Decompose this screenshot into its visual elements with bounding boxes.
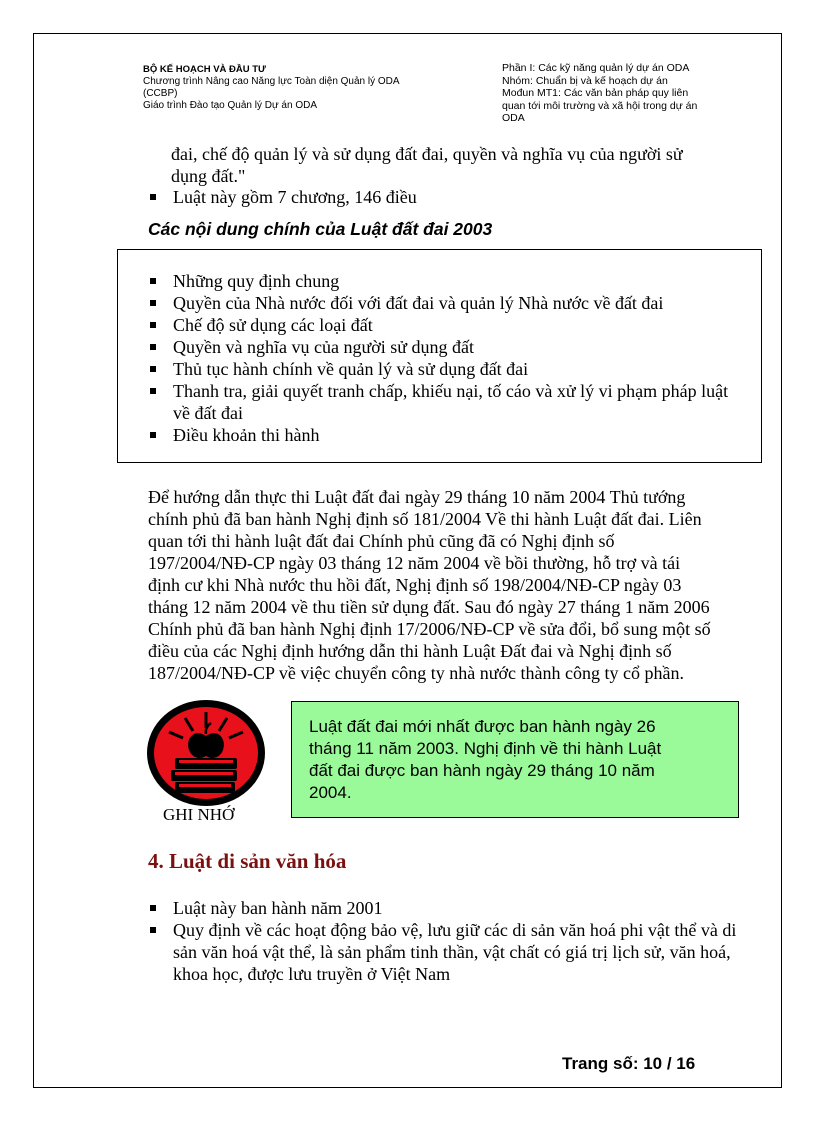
header-right (502, 62, 747, 125)
para-line: chính phủ đã ban hành Nghị định số 181/2004 Về thi hành Luật đất đai. Liên (148, 509, 702, 529)
header-group: Nhóm: Chuẩn bị và kế hoạch dự án (502, 74, 668, 87)
para-line: định cư khi Nhà nước thu hồi đất, Nghị định số 198/2004/NĐ-CP ngày 03 (148, 575, 682, 595)
list-item: Luật này ban hành năm 2001 (148, 897, 758, 919)
list-item: Chế độ sử dụng các loại đất (148, 314, 738, 336)
header-module-line1: Mođun MT1: Các văn bản pháp quy liên (502, 87, 689, 99)
para-line: 197/2004/NĐ-CP ngày 03 tháng 12 năm 2004 về bồi thường, hỗ trợ và tái (148, 553, 681, 573)
land-law-box (117, 249, 762, 463)
note-label: GHI NHỚ (163, 805, 235, 824)
intro-continuation (171, 143, 761, 187)
note-line: đất đai được ban hành ngày 29 tháng 10 năm (309, 761, 655, 780)
para-line: 187/2004/NĐ-CP về việc chuyển công ty nhà nước thành công ty cổ phần. (148, 663, 684, 683)
list-item: Thanh tra, giải quyết tranh chấp, khiếu nại, tố cáo và xử lý vi phạm pháp luật về đất đai (148, 380, 738, 424)
intro-line-2: dụng đất." (171, 166, 246, 186)
page-number: Trang số: 10 / 16 (562, 1054, 696, 1073)
header-org: BỘ KẾ HOẠCH VÀ ĐẦU TƯ (143, 64, 266, 75)
intro-line-1: đai, chế độ quản lý và sử dụng đất đai, quyền và nghĩa vụ của người sử (171, 144, 683, 164)
list-item: Quyền của Nhà nước đối với đất đai và quản lý Nhà nước về đất đai (148, 292, 738, 314)
header-program: Chương trình Nâng cao Năng lực Toàn diện Quản lý ODA (143, 76, 400, 87)
list-item: Điều khoản thi hành (148, 424, 738, 446)
land-law-title: Các nội dung chính của Luật đất đai 2003 (148, 219, 493, 239)
land-law-list (148, 270, 738, 446)
header-course: Giáo trình Đào tạo Quản lý Dự án ODA (143, 100, 317, 111)
note-line: 2004. (309, 783, 352, 802)
header-program-abbr: (CCBP) (143, 88, 178, 99)
note-box (291, 701, 739, 818)
para-line: tháng 12 năm 2004 về thu tiền sử dụng đất. Sau đó ngày 27 tháng 1 năm 2006 (148, 597, 710, 617)
para-line: điều của các Nghị định hướng dẫn thi hành Luật Đất đai và Nghị định số (148, 641, 672, 661)
header-module-line2: quan tới môi trường và xã hội trong dự án (502, 99, 698, 112)
intro-bullet-list (148, 186, 758, 208)
list-item: Thủ tục hành chính về quản lý và sử dụng đất đai (148, 358, 738, 380)
note-line: tháng 11 năm 2003. Nghị định về thi hành Luật (309, 739, 662, 758)
para-line: Chính phủ đã ban hành Nghị định 17/2006/NĐ-CP về sửa đổi, bổ sung một số (148, 619, 711, 639)
heritage-list (148, 897, 758, 985)
header-left (143, 64, 473, 112)
para-line: quan tới thi hành luật đất đai Chính phủ cũng đã có Nghị định số (148, 531, 615, 551)
heritage-law-heading: 4. Luật di sản văn hóa (148, 849, 347, 873)
list-item: Luật này gồm 7 chương, 146 điều (148, 186, 758, 208)
para-line: Để hướng dẫn thực thi Luật đất đai ngày 29 tháng 10 năm 2004 Thủ tướng (148, 487, 686, 507)
list-item: Quyền và nghĩa vụ của người sử dụng đất (148, 336, 738, 358)
decree-paragraph (148, 486, 768, 684)
header-module-line3: ODA (502, 112, 525, 124)
list-item: Quy định về các hoạt động bảo vệ, lưu giữ các di sản văn hoá phi vật thể và di sản văn hoá vật thể, là sản phẩm tinh thần, vật chất có giá trị lịch sử, văn hoá, khoa học, được lưu truyền ở Việt Nam (148, 919, 758, 985)
note-line: Luật đất đai mới nhất được ban hành ngày 26 (309, 717, 656, 736)
list-item: Những quy định chung (148, 270, 738, 292)
books-apple-icon (145, 698, 267, 808)
header-part: Phần I: Các kỹ năng quản lý dự án ODA (502, 62, 690, 74)
